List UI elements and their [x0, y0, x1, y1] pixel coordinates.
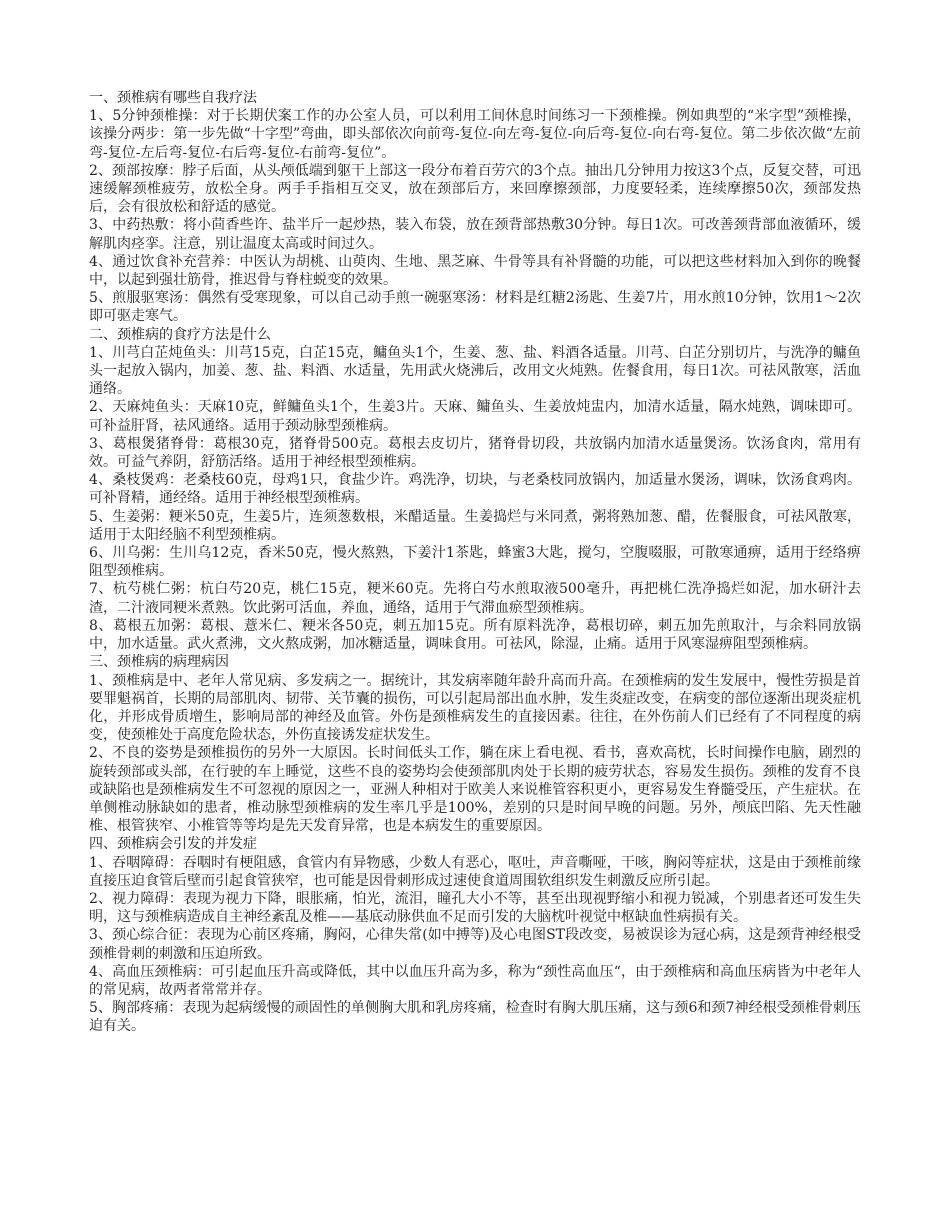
paragraph: 1、吞咽障碍：吞咽时有梗阻感，食管内有异物感，少数人有恶心，呕吐，声音嘶哑，干咳，胸闷等症状，这是由于颈椎前缘直接压迫食管后壁而引起食管狭窄，也可能是因骨刺形成过速使食道周围软组织发生刺激反应所引起。	[89, 854, 861, 889]
document-body	[89, 89, 861, 1036]
paragraph: 5、胸部疼痛：表现为起病缓慢的顽固性的单侧胸大肌和乳房疼痛，检查时有胸大肌压痛，这与颈6和颈7神经根受颈椎骨刺压迫有关。	[89, 1000, 861, 1035]
paragraph: 2、视力障碍：表现为视力下降，眼胀痛，怕光，流泪，瞳孔大小不等，甚至出现视野缩小和视力锐减，个别患者还可发生失明，这与颈椎病造成自主神经紊乱及椎——基底动脉供血不足而引发的大脑枕叶视觉中枢缺血性病损有关。	[89, 890, 861, 926]
paragraph: 4、桑枝煲鸡：老桑枝60克，母鸡1只，食盐少许。鸡洗净，切块，与老桑枝同放锅内，加适量水煲汤，调味，饮汤食鸡肉。可补肾精，通经络。适用于神经根型颈椎病。	[89, 472, 861, 507]
paragraph: 4、通过饮食补充营养：中医认为胡桃、山萸肉、生地、黑芝麻、牛骨等具有补肾髓的功能，可以把这些材料加入到你的晚餐中，以起到强壮筋骨，推迟骨与脊柱蜕变的效果。	[89, 253, 861, 289]
paragraph: 2、不良的姿势是颈椎损伤的另外一大原因。长时间低头工作，躺在床上看电视、看书，喜欢高枕，长时间操作电脑，剧烈的旋转颈部或头部，在行驶的车上睡觉，这些不良的姿势均会使颈部肌肉处于长期的疲劳状态，容易发生损伤。颈椎的发育不良或缺陷也是颈椎病发生不可忽视的原因之一，亚洲人种相对于欧美人来说椎管容积更小，更容易发生脊髓受压，产生症状。在单侧椎动脉缺如的患者，椎动脉型颈椎病的发生率几乎是100%，差别的只是时间早晚的问题。另外，颅底凹陷、先天性融椎、根管狭窄、小椎管等等均是先天发育异常，也是本病发生的重要原因。	[89, 745, 861, 835]
paragraph: 1、5分钟颈椎操：对于长期伏案工作的办公室人员，可以利用工间休息时间练习一下颈椎操。例如典型的“米字型”颈椎操，该操分两步：第一步先做“十字型”弯曲，即头部依次向前弯-复位-向左弯-复位-向后弯-复位-向右弯-复位。第二步依次做“左前弯-复位-左后弯-复位-右后弯-复位-右前弯-复位”。	[89, 108, 861, 161]
paragraph: 2、颈部按摩：脖子后面，从头颅低端到躯干上部这一段分布着百劳穴的3个点。抽出几分钟用力按这3个点，反复交替，可迅速缓解颈椎疲劳，放松全身。两手手指相互交叉，放在颈部后方，来回摩擦颈部，力度要轻柔，连续摩擦50次，颈部发热后，会有很放松和舒适的感觉。	[89, 162, 861, 216]
paragraph: 1、川芎白芷炖鱼头：川芎15克，白芷15克，鳙鱼头1个，生姜、葱、盐、料酒各适量。川芎、白芷分别切片，与洗净的鳙鱼头一起放入锅内，加姜、葱、盐、料酒、水适量，先用武火烧沸后，改用文火炖熟。佐餐食用，每日1次。可祛风散寒，活血通络。	[89, 344, 861, 398]
paragraph: 7、杭芍桃仁粥：杭白芍20克，桃仁15克，粳米60克。先将白芍水煎取液500毫升，再把桃仁洗净捣烂如泥，加水研汁去渣，二汁液同粳米煮熟。饮此粥可活血，养血，通络，适用于气滞血瘀型颈椎病。	[89, 581, 861, 616]
paragraph: 2、天麻炖鱼头：天麻10克，鲜鳙鱼头1个，生姜3片。天麻、鳙鱼头、生姜放炖盅内，加清水适量，隔水炖熟，调味即可。可补益肝肾，祛风通络。适用于颈动脉型颈椎病。	[89, 399, 861, 434]
section-heading-3: 三、颈椎病的病理病因	[89, 654, 229, 671]
paragraph: 1、颈椎病是中、老年人常见病、多发病之一。据统计，其发病率随年龄升高而升高。在颈椎病的发生发展中，慢性劳损是首要罪魁祸首，长期的局部肌肉、韧带、关节囊的损伤，可以引起局部出血水肿，发生炎症改变，在病变的部位逐渐出现炎症机化，并形成骨质增生，影响局部的神经及血管。外伤是颈椎病发生的直接因素。往往，在外伤前人们已经有了不同程度的病变，使颈椎处于高度危险状态，外伤直接诱发症状发生。	[89, 672, 861, 744]
paragraph: 3、中药热敷：将小茴香些许、盐半斤一起炒热，装入布袋，放在颈背部热敷30分钟。每日1次。可改善颈背部血液循环，缓解肌肉痉挛。注意，别让温度太高或时间过久。	[89, 217, 861, 252]
paragraph: 8、葛根五加粥：葛根、薏米仁、粳米各50克，刺五加15克。所有原料洗净，葛根切碎，刺五加先煎取汁，与余料同放锅中，加水适量。武火煮沸，文火熬成粥，加冰糖适量，调味食用。可祛风，除湿，止痛。适用于风寒湿痹阻型颈椎病。	[89, 617, 861, 653]
section-heading-2: 二、颈椎病的食疗方法是什么	[89, 326, 271, 343]
section-heading-4: 四、颈椎病会引发的并发症	[89, 836, 257, 853]
paragraph: 6、川乌粥：生川乌12克，香米50克，慢火熬熟，下姜汁1茶匙，蜂蜜3大匙，搅匀，空腹啜服，可散寒通痹，适用于经络痹阻型颈椎病。	[89, 545, 861, 580]
section-heading-1: 一、颈椎病有哪些自我疗法	[89, 90, 257, 106]
paragraph: 5、煎服驱寒汤：偶然有受寒现象，可以自己动手煎一碗驱寒汤：材料是红糖2汤匙、生姜7片，用水煎10分钟，饮用1～2次即可驱走寒气。	[89, 290, 861, 325]
paragraph: 5、生姜粥：粳米50克，生姜5片，连须葱数根，米醋适量。生姜捣烂与米同煮，粥将熟加葱、醋，佐餐服食，可祛风散寒，适用于太阳经脑不利型颈椎病。	[89, 508, 861, 543]
paragraph: 3、颈心综合征：表现为心前区疼痛，胸闷，心律失常(如中搏等)及心电图ST段改变，易被误诊为冠心病，这是颈背神经根受颈椎骨刺的刺激和压迫所致。	[89, 927, 861, 962]
paragraph: 3、葛根煲猪脊骨：葛根30克，猪脊骨500克。葛根去皮切片，猪脊骨切段，共放锅内加清水适量煲汤。饮汤食肉，常用有效。可益气养阴，舒筋活络。适用于神经根型颈椎病。	[89, 435, 861, 471]
paragraph: 4、高血压颈椎病：可引起血压升高或降低，其中以血压升高为多，称为“颈性高血压“，由于颈椎病和高血压病皆为中老年人的常见病，故两者常常并存。	[89, 963, 861, 998]
